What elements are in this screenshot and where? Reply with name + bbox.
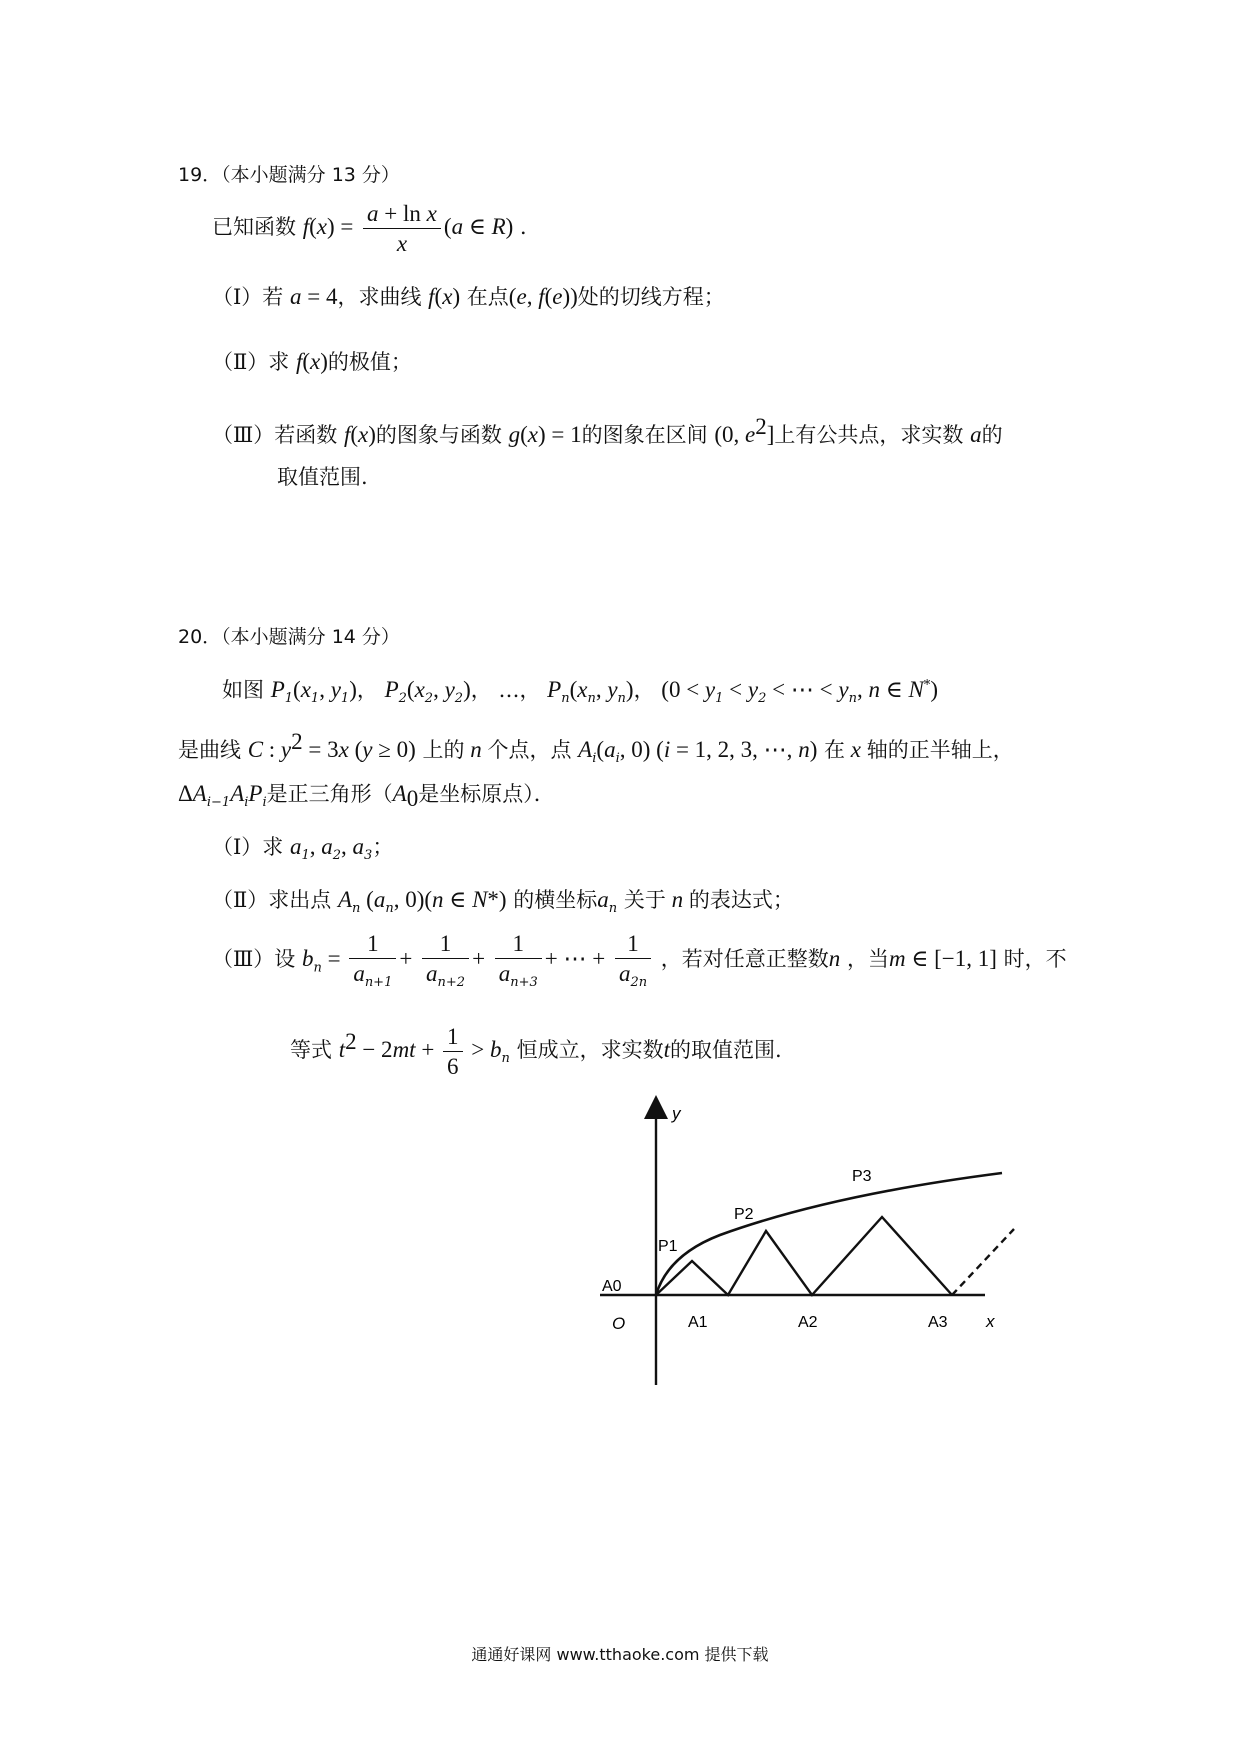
q20-line2: 是曲线 C : $y^2 = 3x$ (y ≥ 0) 上的 n 个点，点 $A_i(a_i$, 0) (i = 1, 2, 3, ⋯, n) 在 x 轴的正半轴上， xyxy=(178,729,1014,767)
y-axis-label: y xyxy=(672,1104,681,1123)
q19-part1: （Ⅰ）若 a = 4，求曲线 f(x) 在点(e, f(e))处的切线方程； xyxy=(212,284,725,309)
q19-part3-cont: 取值范围. xyxy=(277,465,368,489)
q20-line3: $\Delta A_{i-1}A_iP_i$是正三角形（$A_0$是坐标原点）． xyxy=(178,781,555,812)
q20-part3: （Ⅲ）设 $b_n$ = $\frac{1}{a_{n+1}}$ + $\frac{1}{a_{n+2}}$ + $\frac{1}{a_{n+3}}$ + ⋯ + $\frac{1}{a_{2n}}$ ，若对任意正整数n ，当m ∈ [−1, 1] 时，不 xyxy=(212,931,1067,991)
q20-intro: 如图 $P_1(x_1$, $y_1$)， $P_2(x_2$, $y_2$)， …， $P_n(x_n$, $y_n$)， ($0 < y_1 < y_2$ < ⋯ < $y_n$, n ∈ N*) xyxy=(222,677,938,707)
p2-label: P2 xyxy=(734,1206,754,1223)
a3-label: A3 xyxy=(928,1314,948,1331)
dashed-continuation xyxy=(952,1229,1014,1295)
q19-part3: （Ⅲ）若函数 f(x)的图象与函数 g(x) = 1的图象在区间 (0, $e^2$]上有公共点，求实数 a的 xyxy=(212,414,1003,447)
p3-label: P3 xyxy=(852,1168,872,1185)
p1-label: P1 xyxy=(658,1238,678,1255)
q19-intro: 已知函数 f(x) = $\frac{\text{a + ln x}}{x}$ (a ∈ R) ． xyxy=(212,201,542,256)
q19-heading: 19．（本小题满分 13 分） xyxy=(178,164,400,186)
origin-label: O xyxy=(612,1314,626,1333)
q20-part2: （Ⅱ）求出点 $A_n$ ($a_n$, 0)(n ∈ N*) 的横坐标$a_n$ 关于 n 的表达式； xyxy=(212,887,794,917)
triangle-chain xyxy=(656,1217,952,1295)
q20-heading: 20．（本小题满分 14 分） xyxy=(178,626,400,648)
q20-part1: （Ⅰ）求 $a_1$, $a_2$, $a_3$； xyxy=(212,834,394,864)
x-axis-label: x xyxy=(986,1312,995,1331)
a1-label: A1 xyxy=(688,1314,708,1331)
q20-part3-cont: 等式 $t^2 - 2mt$ + $\frac{1}{6}$ > $b_n$ 恒成立，求实数t的取值范围. xyxy=(290,1024,782,1079)
a0-label: A0 xyxy=(602,1278,622,1295)
triangle-figure xyxy=(590,1095,1030,1395)
page-footer: 通通好课网 www.tthaoke.com 提供下载 xyxy=(471,1645,769,1664)
q19-part2: （Ⅱ）求 f(x)的极值； xyxy=(212,349,412,374)
a2-label: A2 xyxy=(798,1314,818,1331)
